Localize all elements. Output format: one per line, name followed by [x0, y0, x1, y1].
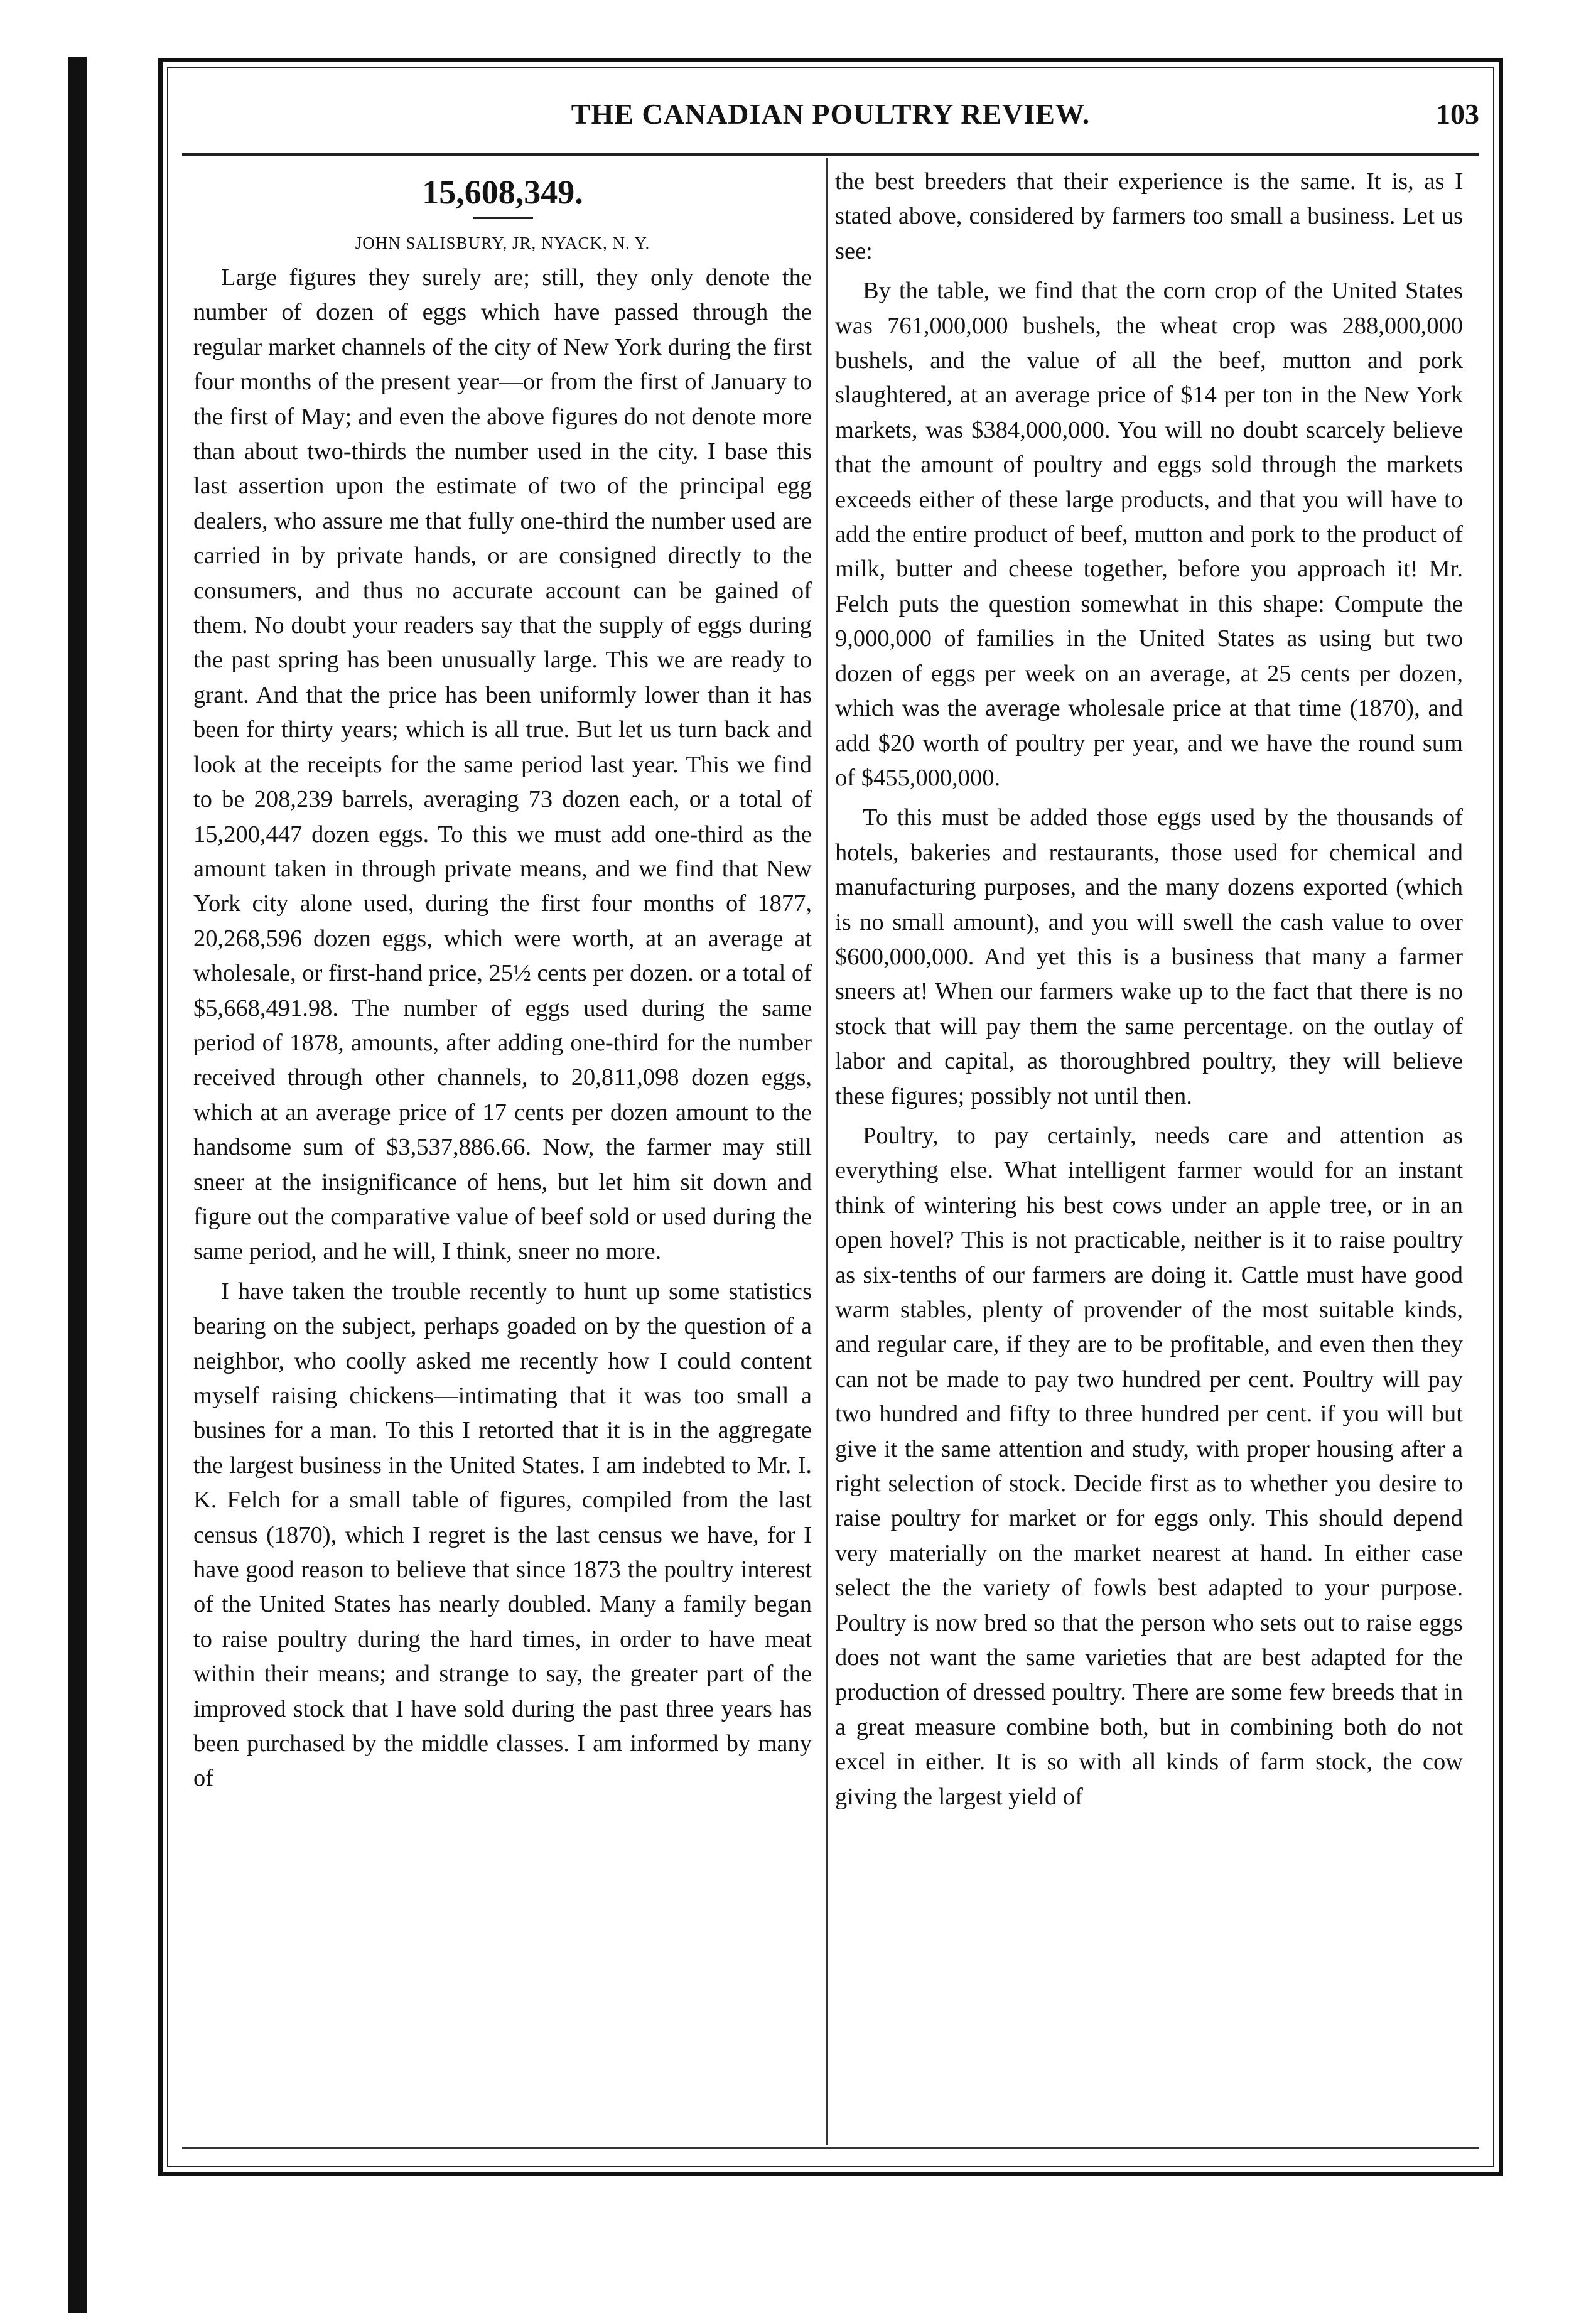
- paragraph: To this must be added those eggs used by the thousands of hotels, bakeries and restaurants, those used for chemical and manufacturing purposes, and the many dozens exported (which is no small amount), and you will swell the cash value to over $600,000,000. And yet this is a business that many a farmer sneers at! When our farmers wake up to the fact that there is no stock that will pay them the same percentage. on the outlay of labor and capital, as thoroughbred poultry, they will believe these figures; possibly not until then.: [835, 804, 1463, 1109]
- left-column: [193, 164, 812, 1801]
- running-title: THE CANADIAN POULTRY REVIEW.: [571, 98, 1091, 130]
- footer-rule: [182, 2147, 1479, 2149]
- column-divider: [826, 158, 828, 2145]
- right-column: [835, 164, 1463, 1820]
- article-title: 15,608,349.: [422, 173, 583, 211]
- header-rule: [182, 153, 1479, 156]
- binding-spine: [68, 57, 87, 2313]
- paragraph: I have taken the trouble recently to hunt up some statistics bearing on the subject, perhaps goaded on by the question of a neighbor, who coolly asked me recently how I could content myself raising chickens—intimating that it was too small a busines for a man. To this I retorted that it is in the aggregate the largest business in the United States. I am indebted to Mr. I. K. Felch for a small table of figures, compiled from the last census (1870), which I regret is the last census we have, for I have good reason to believe that since 1873 the poultry interest of the United States has nearly doubled. Many a family began to raise poultry during the hard times, in order to have meat within their means; and strange to say, the greater part of the improved stock that I have sold during the past three years has been purchased by the middle classes. I am informed by many of: [193, 1278, 812, 1792]
- page-header: [182, 89, 1479, 139]
- paragraph: the best breeders that their experience is the same. It is, as I stated above, considered by farmers too small a business. Let us see:: [835, 168, 1463, 264]
- paragraph: By the table, we find that the corn crop of the United States was 761,000,000 bushels, the wheat crop was 288,000,000 bushels, and the value of all the beef, mutton and pork slaughtered, at an average price of $14 per ton in the New York markets, was $384,000,000. You will no doubt scarcely believe that the amount of poultry and eggs sold through the markets exceeds either of these large products, and that you will have to add the entire product of beef, mutton and pork to the product of milk, butter and cheese together, before you approach it! Mr. Felch puts the question somewhat in this shape: Compute the 9,000,000 of families in the United States as using but two dozen of eggs per week on an average, at 25 cents per dozen, which was the average wholesale price at that time (1870), and add $20 worth of poultry per year, and we have the round sum of $455,000,000.: [835, 278, 1463, 791]
- paragraph: Large figures they surely are; still, they only denote the number of dozen of eggs which have passed through the regular market channels of the city of New York during the first four months of the present year—or from the first of January to the first of May; and even the above figures do not denote more than about two-thirds the number used in the city. I base this last assertion upon the estimate of two of the principal egg dealers, who assure me that fully one-third the number used are carried in by private hands, or are consigned directly to the consumers, and thus no accurate account can be gained of them. No doubt your readers say that the supply of eggs during the past spring has been unusually large. This we are ready to grant. And that the price has been uniformly lower than it has been for thirty years; which is all true. But let us turn back and look at the receipts for the same period last year. This we find to be 208,239 barrels, averaging 73 dozen each, or a total of 15,200,447 dozen eggs. To this we must add one-third as the amount taken in through private means, and we find that New York city alone used, during the first four months of 1877, 20,268,596 dozen eggs, which were worth, at an average at wholesale, or first-hand price, 25½ cents per dozen. or a total of $5,668,491.98. The number of eggs used during the same period of 1878, amounts, after adding one-third for the number received through other channels, to 20,811,098 dozen eggs, which at an average price of 17 cents per dozen amount to the handsome sum of $3,537,886.66. Now, the farmer may still sneer at the insignificance of hens, but let him sit down and figure out the comparative value of beef sold or used during the same period, and he will, I think, sneer no more.: [193, 264, 812, 1265]
- article-byline: JOHN SALISBURY, JR, NYACK, N. Y.: [355, 234, 650, 252]
- paragraph: Poultry, to pay certainly, needs care and attention as everything else. What intelligent farmer would for an instant think of wintering his best cows under an apple tree, or in an open hovel? This is not practicable, neither is it to raise poultry as six-tenths of our farmers are doing it. Cattle must have good warm stables, plenty of provender of the most suitable kinds, and regular care, if they are to be profitable, and even then they can not be made to pay two hundred per cent. Poultry will pay two hundred and fifty to three hundred per cent. if you will but give it the same attention and study, with proper housing after a right selection of stock. Decide first as to whether you desire to raise poultry for market or for eggs only. This should depend very materially on the market nearest at hand. In either case select the the variety of fowls best adapted to your purpose. Poultry is now bred so that the person who sets out to raise eggs does not want the same varieties that are best adapted for the production of dressed poultry. There are some few breeds that in a great measure combine both, but in combining both do not excel in either. It is so with all kinds of farm stock, the cow giving the largest yield of: [835, 1122, 1463, 1810]
- title-rule: [473, 217, 533, 219]
- page-number: 103: [1436, 98, 1479, 130]
